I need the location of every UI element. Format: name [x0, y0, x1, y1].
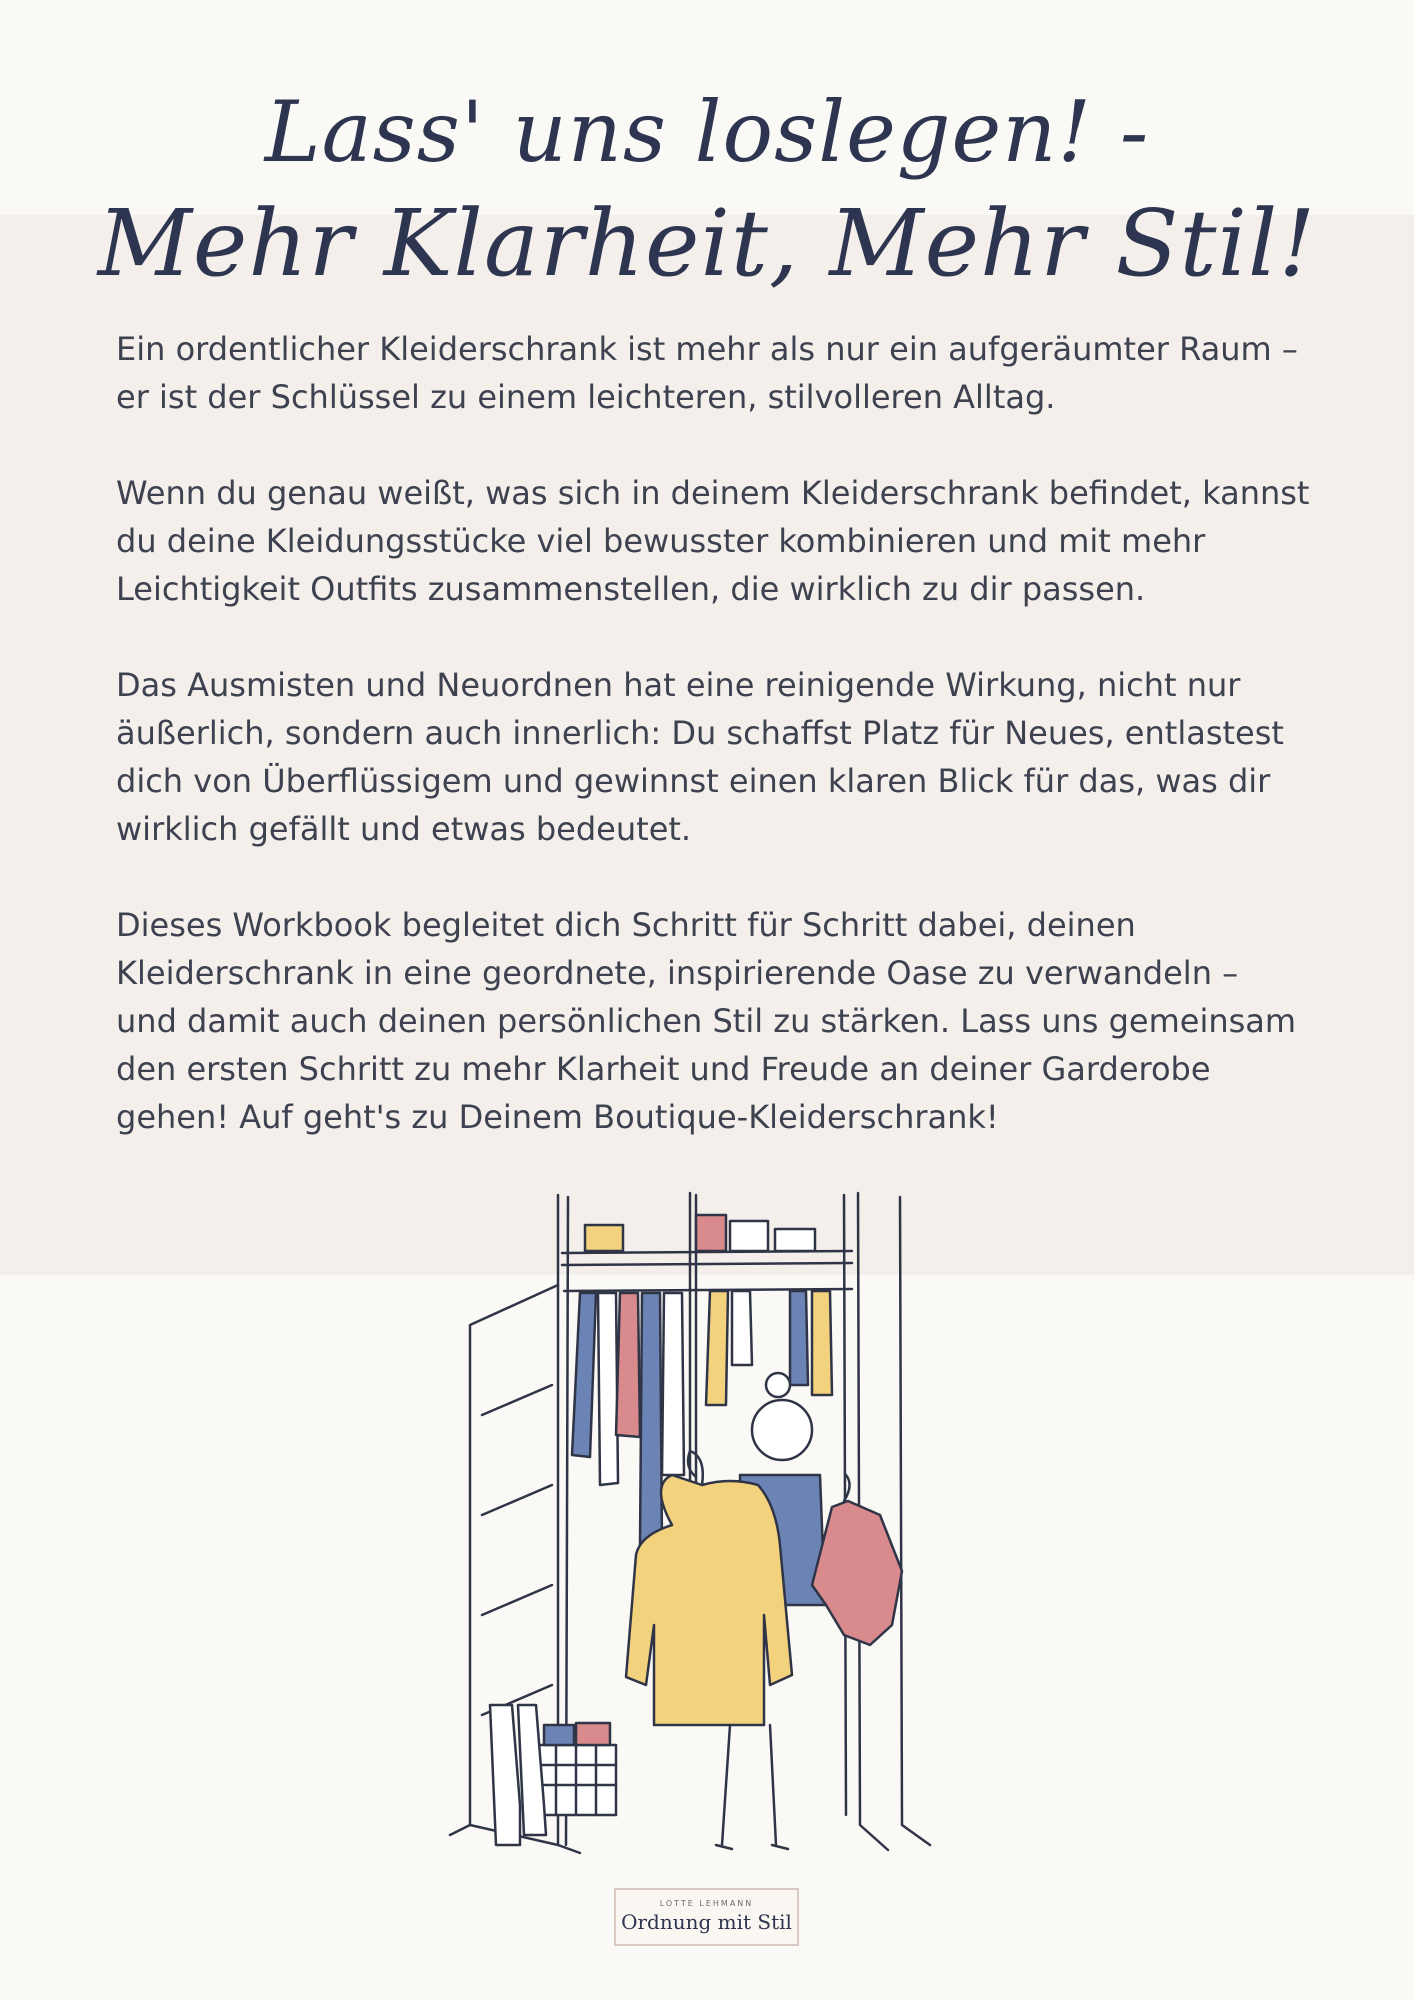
- logo-author: LOTTE LEHMANN: [659, 1899, 754, 1908]
- logo-brand: Ordnung mit Stil: [621, 1910, 792, 1934]
- wardrobe-illustration: [440, 1185, 980, 1865]
- paragraph-declutter: Das Ausmisten und Neuordnen hat eine reinigende Wirkung, nicht nur äußerlich, sondern auch innerlich: Du schaffst Platz für Neues, entlastest dich von Überflüssigem und gewinnst einen klaren Blick für das, was dir wirklich gefällt und etwas bedeutet.: [116, 666, 1284, 848]
- title-line-1: Lass' uns loslegen! -: [264, 83, 1150, 182]
- paragraph-workbook: Dieses Workbook begleitet dich Schritt für Schritt dabei, deinen Kleiderschrank in eine geordnete, inspirierende Oase zu verwandeln – und damit auch deinen persönlichen Stil zu stärken. Lass uns gemeinsam den ersten Schritt zu mehr Klarheit und Freude an deiner Garderobe gehen! Auf geht's zu Deinem Boutique-Kleiderschrank!: [116, 906, 1297, 1136]
- paragraph-combine: Wenn du genau weißt, was sich in deinem Kleiderschrank befindet, kannst du deine Kleidungsstücke viel bewusster kombinieren und mit mehr Leichtigkeit Outfits zusammenstellen, die wirklich zu dir passen.: [116, 474, 1310, 608]
- title-line-2: Mehr Klarheit, Mehr Stil!: [97, 190, 1317, 298]
- paragraph-intro: Ein ordentlicher Kleiderschrank ist mehr als nur ein aufgeräumter Raum – er ist der Schlüssel zu einem leichteren, stilvolleren Alltag.: [116, 330, 1298, 416]
- page-title: [0, 76, 1414, 300]
- brand-logo: [614, 1888, 799, 1946]
- body-text: [116, 325, 1316, 1189]
